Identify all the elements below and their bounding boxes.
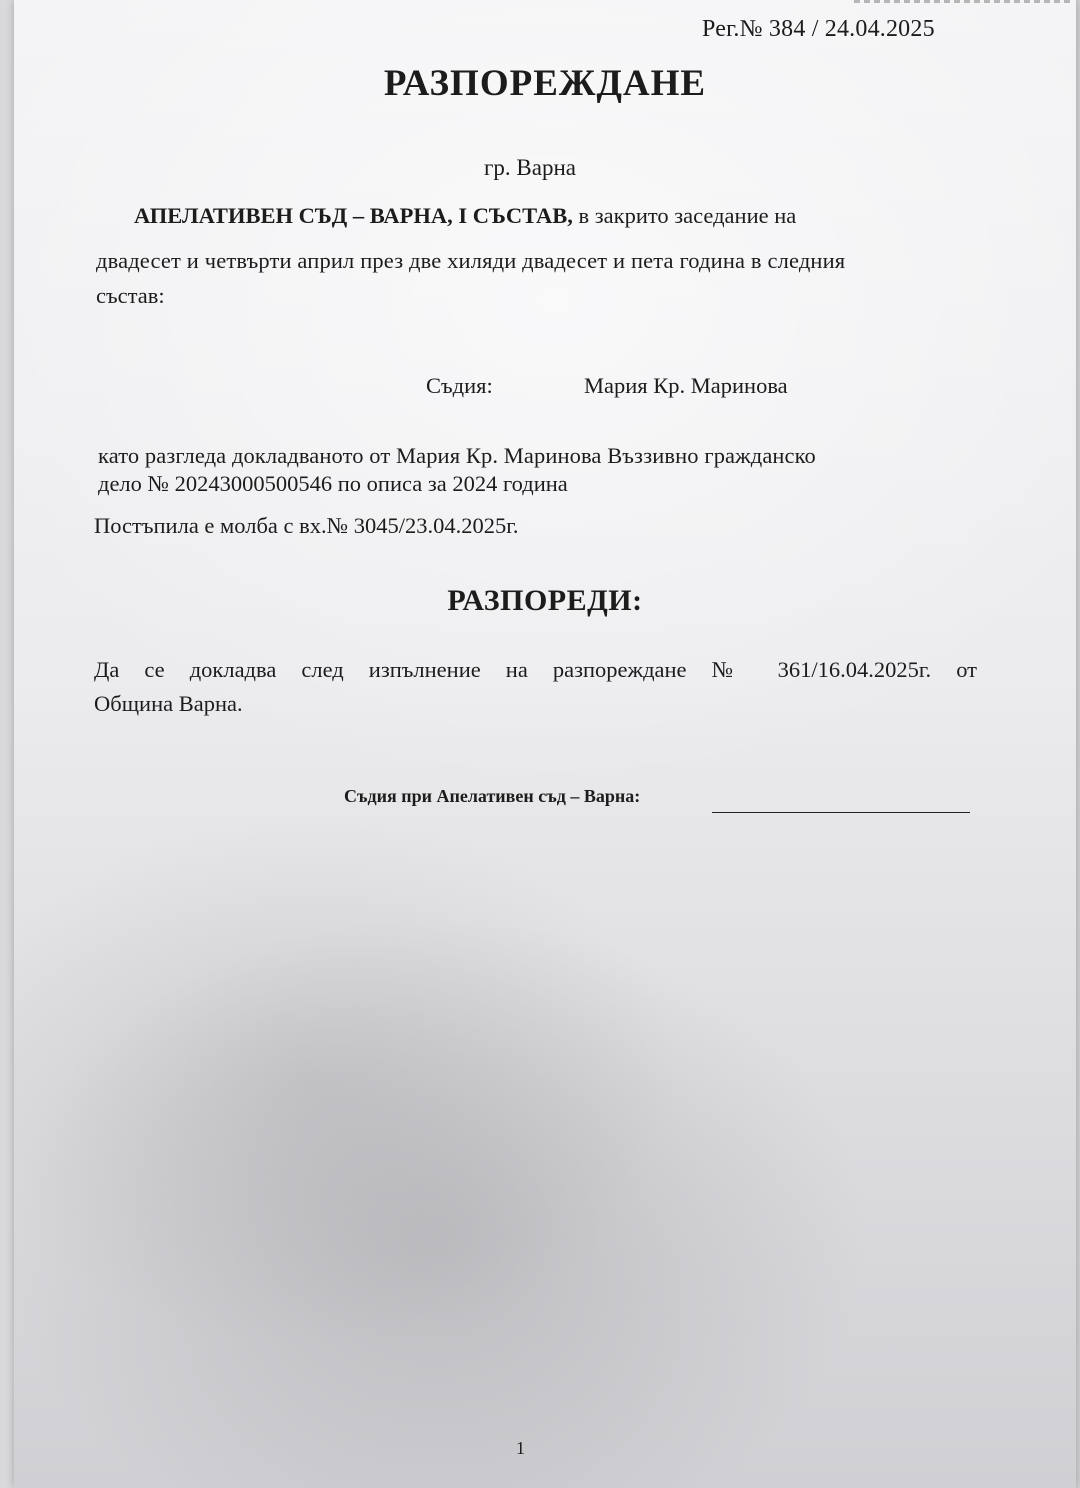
case-line-1: като разгледа докладваното от Мария Кр. Маринова Въззивно гражданско [98, 443, 816, 468]
top-edge-shadow [854, 0, 1074, 3]
decision-line-1: Да се докладва след изпълнение на разпореждане № 361/16.04.2025г. от [94, 657, 977, 682]
page-number: 1 [516, 1438, 525, 1458]
intro-line-3: състав: [96, 283, 165, 308]
document-page [14, 0, 1076, 1488]
intro-line-1 [134, 203, 796, 229]
judge-name: Мария Кр. Маринова [584, 373, 788, 398]
intro-rest: в закрито заседание на [572, 203, 797, 228]
decision-line-2: Община Варна. [94, 691, 243, 716]
intro-line-2: двадесет и четвърти април през две хиляди двадесет и пета година в следния [96, 248, 846, 273]
city: гр. Варна [484, 155, 576, 180]
document-title: РАЗПОРЕЖДАНЕ [383, 63, 707, 104]
court-name: АПЕЛАТИВЕН СЪД – ВАРНА, I СЪСТАВ, [134, 203, 573, 228]
case-line-2: дело № 20243000500546 по описа за 2024 година [98, 471, 568, 496]
judge-label: Съдия: [426, 373, 493, 398]
petition-line: Постъпила е молба с вх.№ 3045/23.04.2025г. [94, 513, 519, 538]
order-heading: РАЗПОРЕДИ: [447, 584, 643, 617]
signature-line [712, 812, 970, 813]
signature-label: Съдия при Апелативен съд – Варна: [344, 786, 641, 806]
registration-number: Рег.№ 384 / 24.04.2025 [702, 16, 935, 42]
